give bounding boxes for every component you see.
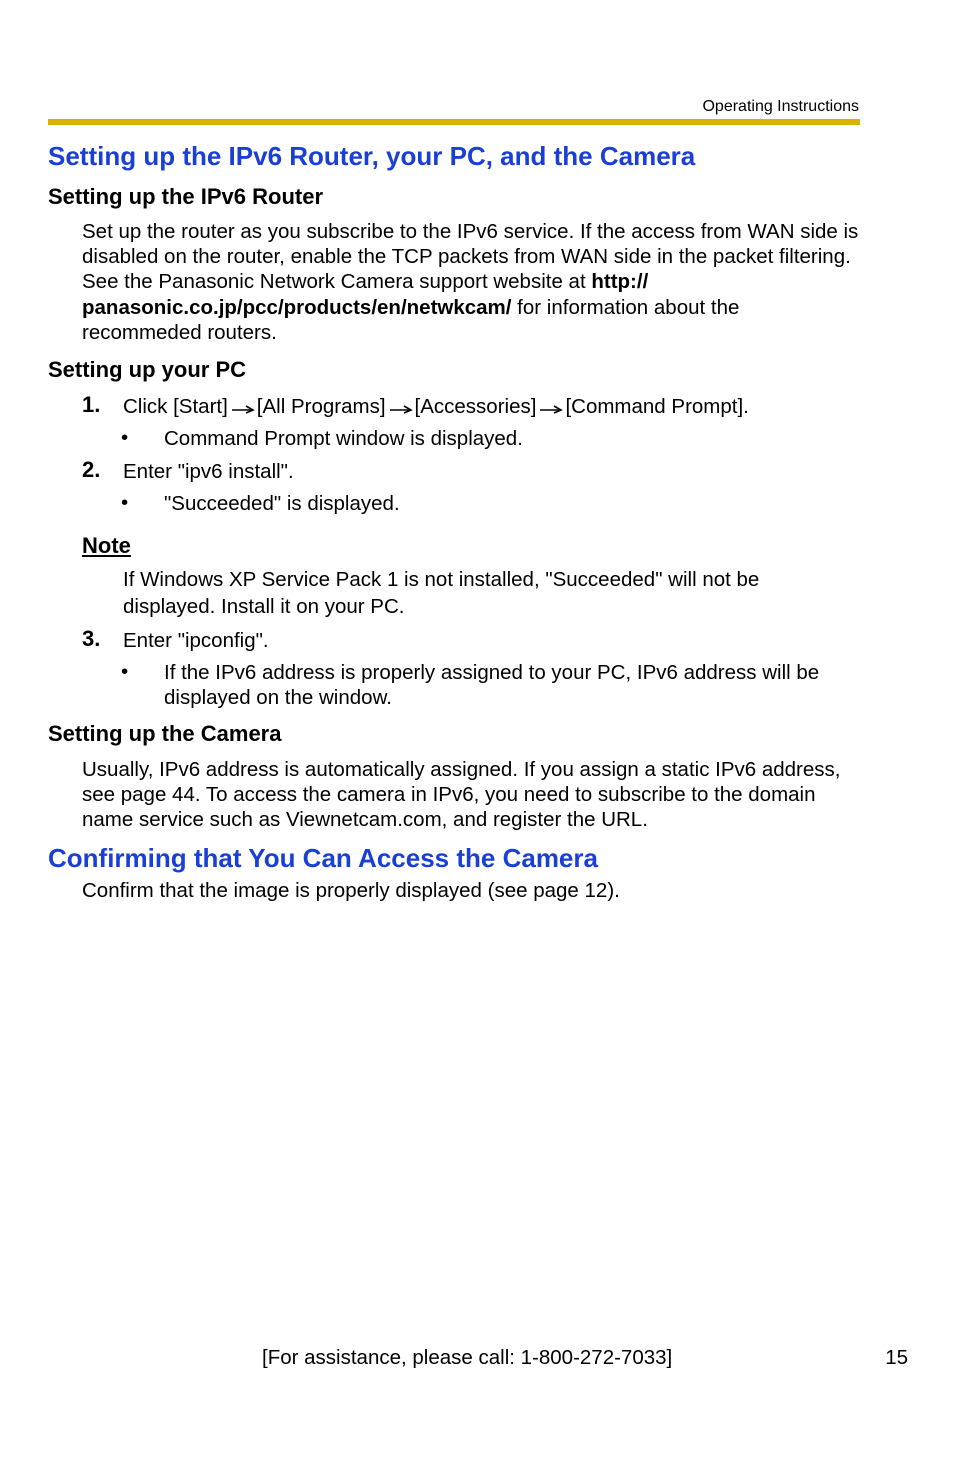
camera-paragraph: Usually, IPv6 address is automatically assigned. If you assign a static IPv6 address, see page 44. To access the camera in IPv6, you need to subscribe to the domain name service such as Viewnetcam.com, and register the URL.	[82, 758, 841, 832]
step-1-part-start: Click [Start]	[123, 395, 228, 418]
step-2-bullet: "Succeeded" is displayed.	[164, 492, 400, 515]
section-title-confirm: Confirming that You Can Access the Camera	[48, 843, 598, 873]
bullet-icon: •	[121, 660, 129, 683]
footer-assistance: [For assistance, please call: 1-800-272-7033]	[262, 1346, 673, 1369]
arrow-right-icon	[231, 402, 255, 414]
running-header: Operating Instructions	[702, 98, 859, 115]
step-3-number: 3.	[82, 626, 101, 651]
note-text: If Windows XP Service Pack 1 is not installed, "Succeeded" will not be displayed. Install it on your PC.	[123, 568, 760, 618]
router-paragraph	[82, 219, 860, 345]
header-rule	[48, 119, 860, 125]
confirm-paragraph: Confirm that the image is properly displayed (see page 12).	[82, 879, 620, 902]
section-title-setup: Setting up the IPv6 Router, your PC, and the Camera	[48, 141, 696, 171]
step-2-text: Enter "ipv6 install".	[123, 460, 294, 483]
page-number: 15	[885, 1346, 908, 1369]
step-2-number: 2.	[82, 457, 101, 482]
step-3-bullet: If the IPv6 address is properly assigned to your PC, IPv6 address will be displayed on the window.	[164, 661, 820, 710]
heading-router: Setting up the IPv6 Router	[48, 184, 324, 209]
step-1-text	[123, 394, 749, 419]
step-3-text: Enter "ipconfig".	[123, 629, 269, 652]
bullet-icon: •	[121, 491, 129, 514]
bullet-icon: •	[121, 426, 129, 449]
arrow-right-icon	[389, 402, 413, 414]
step-1-bullet: Command Prompt window is displayed.	[164, 427, 523, 450]
router-text-a: Set up the router as you subscribe to the IPv6 service. If the access from WAN side is disabled on the router, enable the TCP packets from WAN side in the packet filtering. See the Panasonic Network Camera support website at	[82, 220, 859, 294]
step-1-part-command-prompt: [Command Prompt].	[565, 395, 749, 418]
step-1-part-accessories: [Accessories]	[414, 395, 537, 418]
note-label: Note	[82, 533, 131, 558]
router-text-b: for information about the recommeded routers.	[82, 295, 740, 344]
step-1-number: 1.	[82, 392, 101, 417]
step-1-part-programs: [All Programs]	[256, 395, 386, 418]
arrow-right-icon	[539, 402, 563, 414]
heading-camera: Setting up the Camera	[48, 721, 282, 746]
support-website-link[interactable]: http:// panasonic.co.jp/pcc/products/en/netwkcam/	[82, 270, 649, 319]
heading-pc: Setting up your PC	[48, 357, 246, 382]
